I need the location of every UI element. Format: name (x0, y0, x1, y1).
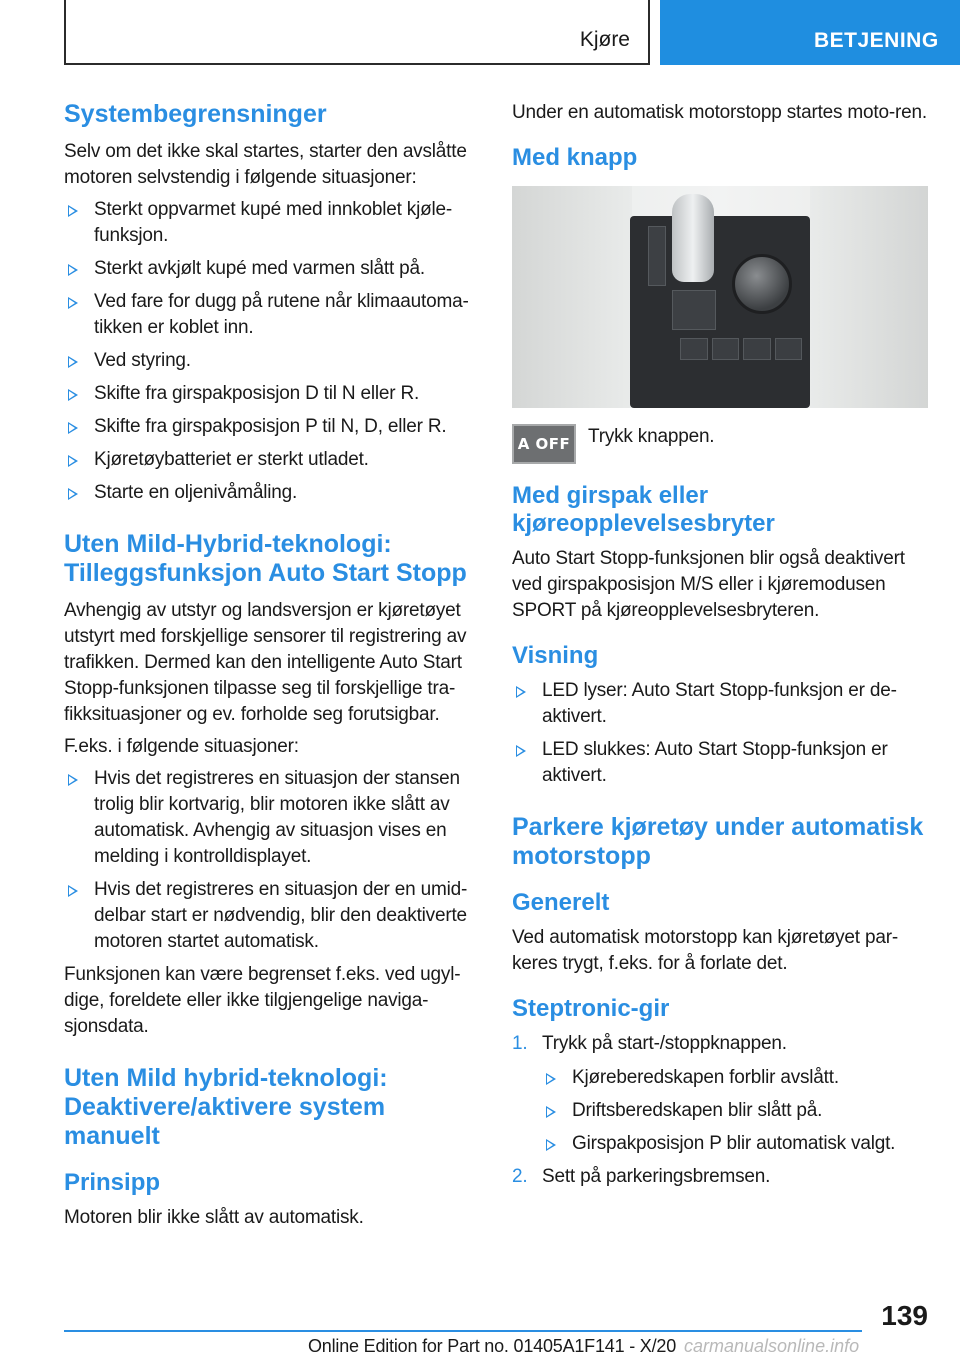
center-console-image (512, 186, 928, 408)
heading-display: Visning (512, 642, 599, 669)
list-item: Skifte fra girspakposisjon P til N, D, eller R. (64, 414, 482, 440)
restart-text: Under en automatisk motorstopp startes moto-ren. (512, 102, 927, 123)
section-title: Kjøre (579, 28, 630, 51)
step-text: Sett på parkeringsbremsen. (542, 1166, 771, 1187)
list-item: Hvis det registreres en situasjon der en umid-delbar start er nødvendig, blir den deaktiverte motoren startet automatisk. (64, 877, 482, 955)
right-column (512, 100, 932, 1197)
footer-divider (64, 1330, 862, 1332)
triangle-bullet-icon (516, 745, 526, 757)
system-limits-intro: Selv om det ikke skal startes, starter den avslåtte motoren selvstendig i følgende situasjoner: (64, 141, 467, 188)
display-list (512, 678, 932, 789)
without-mild-hybrid-text: Avhengig av utstyr og landsversjon er kjøretøyet utstyrt med forskjellige sensorer til registrering av trafikken. Dermed kan den intelligente Auto Start Stopp-funksjonen tilpasse seg til forskjellige tra-fikksituasjoner og ev. forholde seg forutsigbar. (64, 600, 467, 725)
heading-park: Parkere kjøretøy under automatisk motorstopp (512, 813, 924, 870)
triangle-bullet-icon (68, 455, 78, 467)
step1-sublist (542, 1065, 932, 1157)
list-item: Skifte fra girspakposisjon D til N eller R. (64, 381, 482, 407)
triangle-bullet-icon (68, 422, 78, 434)
heading-principle: Prinsipp (64, 1169, 161, 1196)
lower-button-row-image (680, 338, 802, 360)
list-item: Kjøretøybatteriet er sterkt utladet. (64, 447, 482, 473)
header-frame (64, 0, 650, 65)
step-number: 1. (512, 1033, 528, 1054)
chapter-tab (660, 0, 960, 65)
seat-right-image (810, 186, 928, 408)
triangle-bullet-icon (546, 1073, 556, 1085)
triangle-bullet-icon (68, 389, 78, 401)
example-intro: F.eks. i følgende situasjoner: (64, 736, 299, 757)
seat-left-image (512, 186, 632, 408)
list-item: Hvis det registreres en situasjon der stansen trolig blir kortvarig, blir motoren ikke slått av automatisk. Avhengig av situasjon vises en melding i kontrolldisplayet. (64, 766, 482, 870)
triangle-bullet-icon (68, 297, 78, 309)
triangle-bullet-icon (68, 264, 78, 276)
heading-with-button: Med knapp (512, 144, 638, 171)
step-item (512, 1031, 932, 1157)
gear-lever-text: Auto Start Stopp-funksjonen blir også deaktivert ved girspakposisjon M/S eller i kjøremodusen SPORT på kjøreopplevelsesbryteren. (512, 548, 905, 621)
chapter-title: BETJENING (814, 29, 939, 52)
list-item: Kjøreberedskapen forblir avslått. (542, 1065, 932, 1091)
list-item: Ved fare for dugg på rutene når klimaautoma-tikken er koblet inn. (64, 289, 482, 341)
list-item: LED lyser: Auto Start Stopp-funksjon er de-aktivert. (512, 678, 932, 730)
list-item: Driftsberedskapen blir slått på. (542, 1098, 932, 1124)
triangle-bullet-icon (68, 488, 78, 500)
watermark-text: carmanualsonline.info (684, 1336, 860, 1356)
press-button-text: Trykk knappen. (588, 426, 715, 447)
system-limits-list (64, 197, 482, 506)
gear-lever-image (672, 194, 714, 282)
list-item: Girspakposisjon P blir automatisk valgt. (542, 1131, 932, 1157)
page-number: 139 (881, 1300, 928, 1331)
list-item: LED slukkes: Auto Start Stopp-funksjon er aktivert. (512, 737, 932, 789)
triangle-bullet-icon (68, 356, 78, 368)
triangle-bullet-icon (68, 774, 78, 786)
list-item: Sterkt avkjølt kupé med varmen slått på. (64, 256, 482, 282)
list-item: Sterkt oppvarmet kupé med innkoblet kjøle-funksjon. (64, 197, 482, 249)
heading-steptronic: Steptronic-gir (512, 995, 670, 1022)
mode-buttons-image (672, 290, 716, 330)
list-item: Ved styring. (64, 348, 482, 374)
triangle-bullet-icon (546, 1139, 556, 1151)
press-button-row (512, 424, 932, 464)
general-text: Ved automatisk motorstopp kan kjøretøyet par-keres trygt, f.eks. for å forlate det. (512, 927, 898, 974)
step-text: Trykk på start-/stoppknappen. (542, 1033, 787, 1054)
triangle-bullet-icon (546, 1106, 556, 1118)
side-buttons-image (648, 226, 666, 286)
step-number: 2. (512, 1166, 528, 1187)
heading-system-limits: Systembegrensninger (64, 100, 327, 128)
heading-general: Generelt (512, 889, 610, 916)
controller-knob-image (732, 254, 792, 314)
triangle-bullet-icon (68, 205, 78, 217)
steptronic-steps (512, 1031, 932, 1190)
triangle-bullet-icon (68, 885, 78, 897)
heading-gear-lever: Med girspak eller kjøreopplevelsesbryter (512, 482, 775, 537)
triangle-bullet-icon (516, 686, 526, 698)
list-item: Starte en oljenivåmåling. (64, 480, 482, 506)
auto-start-stop-off-icon: A OFF (512, 424, 576, 464)
example-list (64, 766, 482, 955)
limited-text: Funksjonen kan være begrenset f.eks. ved ugyl-dige, foreldete eller ikke tilgjengelige naviga-sjonsdata. (64, 964, 461, 1037)
step-item (512, 1164, 932, 1190)
edition-text: Online Edition for Part no. 01405A1F141 - X/20 (308, 1336, 677, 1356)
heading-manual: Uten Mild hybrid-teknologi: Deaktivere/aktivere system manuelt (64, 1064, 388, 1150)
principle-text: Motoren blir ikke slått av automatisk. (64, 1207, 364, 1228)
left-column (64, 100, 482, 1237)
heading-without-mild-hybrid: Uten Mild-Hybrid-teknologi: Tilleggsfunksjon Auto Start Stopp (64, 530, 467, 587)
